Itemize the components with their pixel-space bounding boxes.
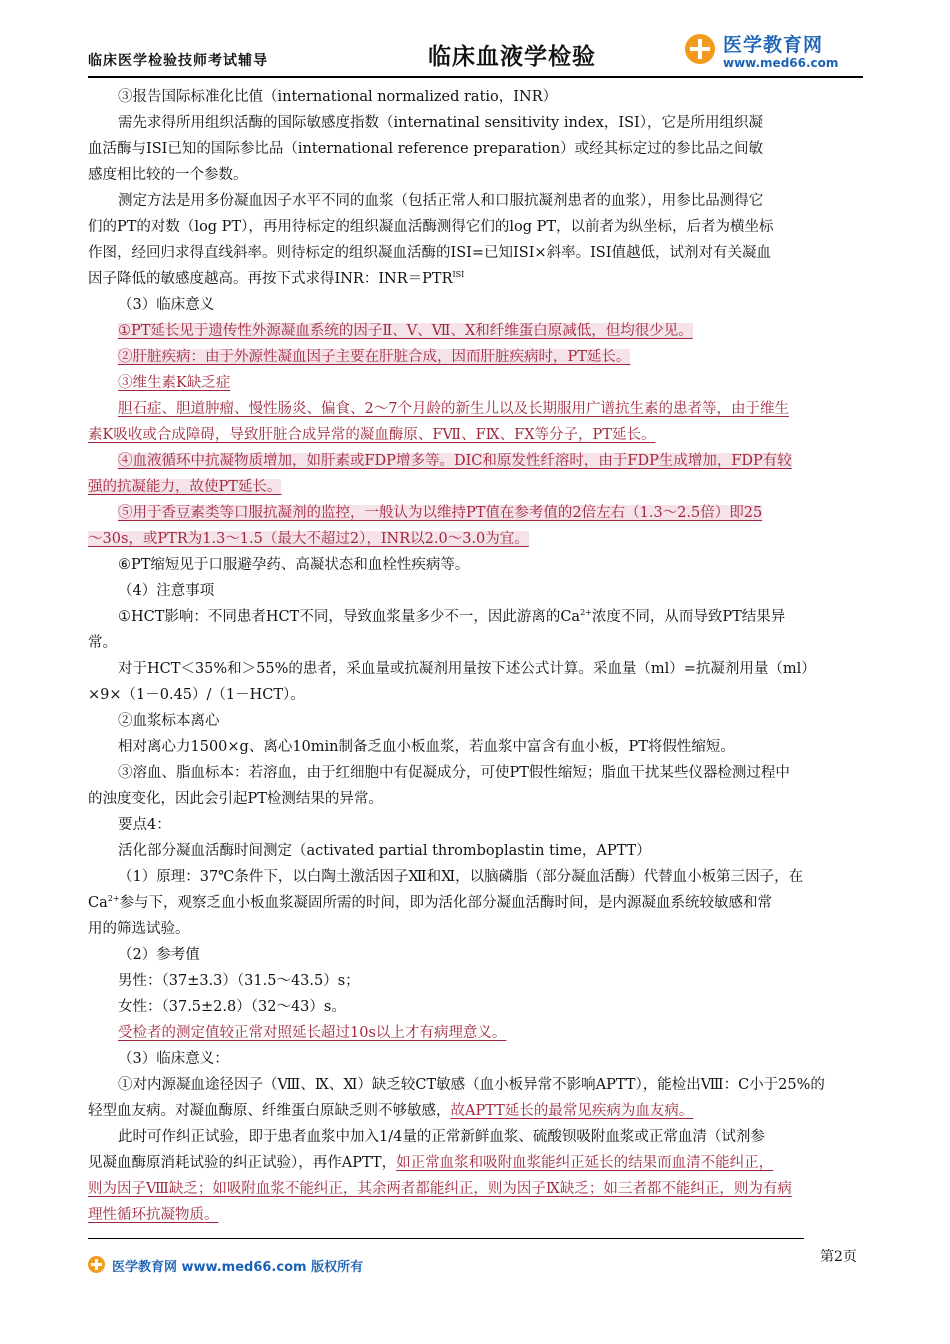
section-heading: 要点4： — [118, 817, 171, 833]
paragraph-line — [88, 266, 865, 292]
section-heading: （3）临床意义 — [118, 297, 215, 313]
footer-copyright[interactable]: 医学教育网 www.med66.com 版权所有 — [112, 1260, 364, 1275]
paragraph-line — [88, 604, 865, 630]
paragraph-line: 需先求得所用组织活酶的国际敏感度指数（internatinal sensitivity index，ISI），它是所用组织凝 — [118, 115, 764, 131]
page-header — [88, 28, 863, 74]
isi-superscript: ISI — [452, 270, 465, 280]
paragraph-line: ②血浆标本离心 — [118, 713, 220, 729]
paragraph-line: （1）原理：37℃条件下，以白陶土激活因子Ⅻ和Ⅺ，以脑磷脂（部分凝血活酶）代替血小板第三因子，在 — [118, 869, 804, 885]
header-center-title: 临床血液学检验 — [428, 43, 596, 70]
header-left-title: 临床医学检验技师考试辅导 — [88, 53, 268, 69]
highlighted-line: ②肝脏疾病：由于外源性凝血因子主要在肝脏合成，因而肝脏疾病时，PT延长。 — [118, 349, 631, 365]
footer-logo-icon — [88, 1256, 105, 1273]
paragraph-line: 活化部分凝血活酶时间测定（activated partial thromboplastin time，APTT） — [118, 843, 651, 859]
text-segment: ①HCT影响：不同患者HCT不同，导致血浆量多少不一，因此游离的Ca — [118, 609, 581, 625]
text-segment: 参与下，观察乏血小板血浆凝固所需的时间，即为活化部分凝血活酶时间，是内源凝血系统较敏感和常 — [119, 895, 773, 911]
header-divider — [88, 76, 863, 78]
paragraph-line: 用的筛选试验。 — [88, 921, 190, 937]
logo-url[interactable]: www.med66.com — [723, 56, 839, 70]
section-heading: （2）参考值 — [118, 947, 200, 963]
footer-divider — [88, 1238, 804, 1239]
paragraph-line: 此时可作纠正试验，即于患者血浆中加入1/4量的正常新鲜血浆、硫酸钡吸附血浆或正常血清（试剂参 — [118, 1129, 765, 1145]
text-segment: 轻型血友病。对凝血酶原、纤维蛋白原缺乏则不够敏感， — [88, 1103, 451, 1119]
highlighted-line: 受检者的测定值较正常对照延长超过10s以上才有病理意义。 — [118, 1025, 507, 1041]
paragraph-line: 的浊度变化，因此会引起PT检测结果的异常。 — [88, 791, 383, 807]
paragraph-line: 们的PT的对数（log PT），再用待标定的组织凝血活酶测得它们的log PT，以前者为纵坐标，后者为横坐标 — [88, 219, 774, 235]
logo-name: 医学教育网 — [723, 34, 824, 56]
ca-superscript: 2+ — [580, 608, 592, 618]
highlighted-segment: 故APTT延长的最常见疾病为血友病。 — [450, 1103, 694, 1119]
highlighted-line: ④血液循环中抗凝物质增加，如肝素或FDP增多等。DIC和原发性纤溶时，由于FDP生成增加，FDP有较 — [118, 453, 792, 469]
highlighted-line: 素K吸收或合成障碍，导致肝脏合成异常的凝血酶原、FⅦ、FⅨ、FⅩ等分子，PT延长。 — [88, 427, 656, 443]
paragraph-line: 常。 — [88, 635, 117, 651]
highlighted-line: ⑤用于香豆素类等口服抗凝剂的监控，一般认为以维持PT值在参考值的2倍左右（1.3～2.5倍）即25 — [118, 505, 763, 521]
site-logo[interactable] — [683, 28, 863, 74]
page-body — [88, 84, 865, 1228]
text-segment: Ca — [88, 895, 108, 911]
paragraph-line: 女性：（37.5±2.8）（32～43）s。 — [118, 999, 346, 1015]
section-heading: （3）临床意义： — [118, 1051, 229, 1067]
paragraph-line — [88, 1098, 865, 1124]
highlighted-line: ①PT延长见于遗传性外源凝血系统的因子Ⅱ、Ⅴ、Ⅶ、Ⅹ和纤维蛋白原减低，但均很少见。 — [118, 323, 693, 339]
highlighted-line: 则为因子Ⅷ缺乏；如吸附血浆不能纠正，其余两者都能纠正，则为因子Ⅸ缺乏；如三者都不能纠正，则为有病 — [88, 1181, 792, 1197]
highlighted-line: ③维生素K缺乏症 — [118, 375, 231, 391]
paragraph-line: 作图，经回归求得直线斜率。则待标定的组织凝血活酶的ISI=已知ISI×斜率。ISI值越低，试剂对有关凝血 — [88, 245, 771, 261]
highlighted-line: 胆石症、胆道肿瘤、慢性肠炎、偏食、2～7个月龄的新生儿以及长期服用广谱抗生素的患者等，由于维生 — [118, 401, 789, 417]
paragraph-line: 测定方法是用多份凝血因子水平不同的血浆（包括正常人和口服抗凝剂患者的血浆），用参比品测得它 — [118, 193, 764, 209]
highlighted-line: 强的抗凝能力，故使PT延长。 — [88, 479, 282, 495]
paragraph-line: 感度相比较的一个参数。 — [88, 167, 248, 183]
paragraph-line — [88, 890, 865, 916]
paragraph-line: 血活酶与ISI已知的国际参比品（international reference preparation）或经其标定过的参比品之间敏 — [88, 141, 764, 157]
paragraph-line: ③溶血、脂血标本：若溶血，由于红细胞中有促凝成分，可使PT假性缩短；脂血干扰某些仪器检测过程中 — [118, 765, 790, 781]
paragraph-line: 相对离心力1500×g、离心10min制备乏血小板血浆，若血浆中富含有血小板，PT将假性缩短。 — [118, 739, 735, 755]
text-segment: 见凝血酶原消耗试验的纠正试验），再作APTT， — [88, 1155, 397, 1171]
paragraph-line: ③报告国际标准化比值（international normalized ratio，INR） — [118, 89, 558, 105]
logo-cross-icon — [685, 34, 715, 64]
highlighted-line: ～30s，或PTR为1.3～1.5（最大不超过2），INR以2.0～3.0为宜。 — [88, 531, 529, 547]
paragraph-line: ⑥PT缩短见于口服避孕药、高凝状态和血栓性疾病等。 — [118, 557, 470, 573]
paragraph-line — [88, 1150, 865, 1176]
section-heading: （4）注意事项 — [118, 583, 215, 599]
paragraph-line: 男性：（37±3.3）（31.5～43.5）s； — [118, 973, 360, 989]
highlighted-line: 理性循环抗凝物质。 — [88, 1207, 219, 1223]
text-segment: 浓度不同，从而导致PT结果异 — [591, 609, 786, 625]
page-number: 第2页 — [820, 1249, 857, 1265]
highlighted-segment: 如正常血浆和吸附血浆能纠正延长的结果而血清不能纠正， — [396, 1155, 774, 1171]
paragraph-line: ①对内源凝血途径因子（Ⅷ、Ⅸ、Ⅺ）缺乏较CT敏感（血小板异常不影响APTT），能检出Ⅷ：C小于25%的 — [118, 1077, 825, 1093]
paragraph-line: ×9×（1－0.45）/（1－HCT）。 — [88, 687, 305, 703]
inr-formula: 因子降低的敏感度越高。再按下式求得INR：INR＝PTR — [88, 271, 453, 287]
ca-superscript: 2+ — [107, 894, 120, 904]
paragraph-line: 对于HCT＜35%和＞55%的患者，采血量或抗凝剂用量按下述公式计算。采血量（ml）=抗凝剂用量（ml） — [118, 661, 816, 677]
